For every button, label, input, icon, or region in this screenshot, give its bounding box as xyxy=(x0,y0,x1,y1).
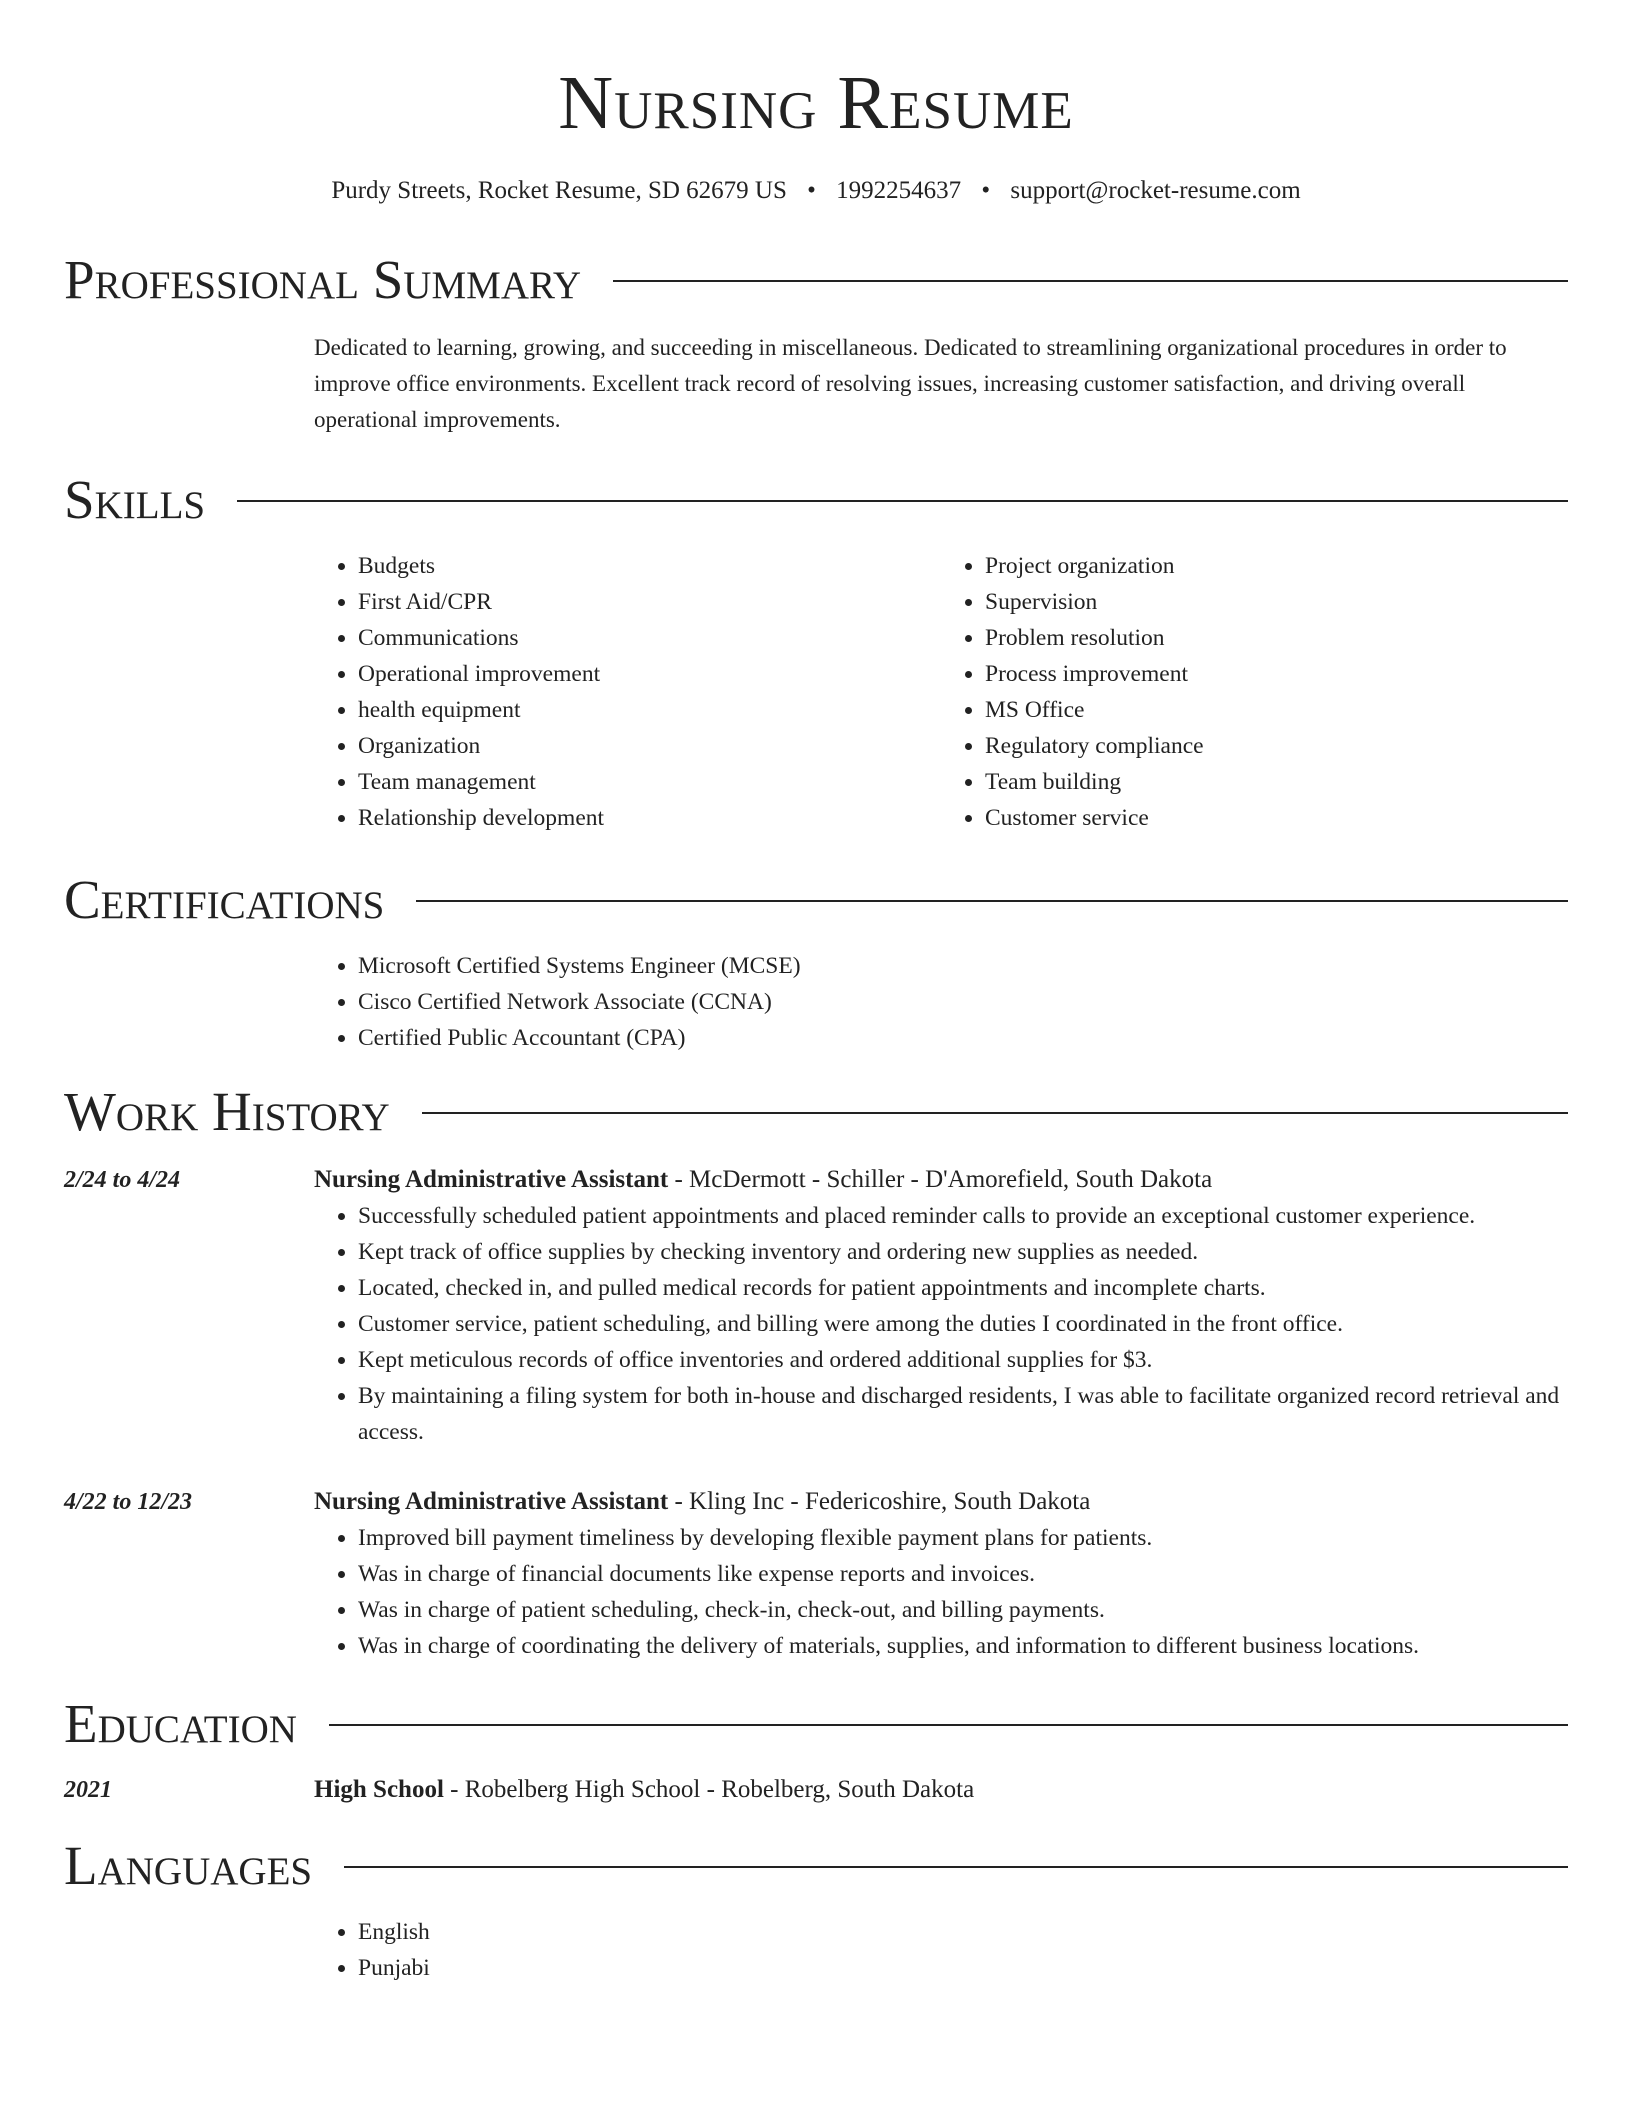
languages-content xyxy=(314,1914,1568,1986)
skill-item: • Process improvement xyxy=(985,656,1568,692)
page-title: Nursing Resume xyxy=(558,61,1074,145)
skill-item: • Supervision xyxy=(985,584,1568,620)
section-divider xyxy=(416,900,1568,902)
work-section xyxy=(64,1078,1568,1664)
job-dates: 2/24 to 4/24 xyxy=(64,1167,181,1193)
summary-content xyxy=(314,330,1568,438)
job-company: - McDermott - Schiller - D'Amorefield, South Dakota xyxy=(668,1166,1213,1193)
languages-list xyxy=(314,1914,1568,1986)
languages-section xyxy=(64,1832,1568,1986)
job-bullet-list xyxy=(314,1198,1568,1450)
section-divider xyxy=(422,1112,1568,1114)
education-header xyxy=(64,1690,1568,1758)
summary-title: Professional Summary xyxy=(64,249,582,310)
skill-item: • Operational improvement xyxy=(358,656,941,692)
skill-item: • Communications xyxy=(358,620,941,656)
job-bullet: • Was in charge of patient scheduling, check-in, check-out, and billing payments. xyxy=(358,1592,1568,1628)
job-role: Nursing Administrative Assistant xyxy=(314,1166,669,1193)
skill-item: • MS Office xyxy=(985,692,1568,728)
skill-item: • Regulatory compliance xyxy=(985,728,1568,764)
section-divider xyxy=(237,500,1568,502)
skill-item: • Customer service xyxy=(985,800,1568,836)
job-bullet: • Located, checked in, and pulled medical records for patient appointments and incomplete charts. xyxy=(358,1270,1568,1306)
summary-text: Dedicated to learning, growing, and succeeding in miscellaneous. Dedicated to streamlining organizational procedures in order to improve office environments. Excellent track record of resolving issues, increasing customer satisfaction, and driving overall operational improvements. xyxy=(314,335,1507,432)
work-title: Work History xyxy=(64,1081,390,1142)
contact-separator: • xyxy=(807,177,816,204)
contact-email: support@rocket-resume.com xyxy=(1010,177,1301,204)
education-section xyxy=(64,1690,1568,1808)
skills-header xyxy=(64,466,1568,534)
skills-title: Skills xyxy=(64,469,206,530)
skill-item: • Team building xyxy=(985,764,1568,800)
job-entry xyxy=(64,1484,1568,1664)
job-role: Nursing Administrative Assistant xyxy=(314,1488,669,1515)
contact-address: Purdy Streets, Rocket Resume, SD 62679 US xyxy=(331,177,787,204)
skill-item: • Relationship development xyxy=(358,800,941,836)
job-company: - Kling Inc - Federicoshire, South Dakota xyxy=(668,1488,1091,1515)
section-divider xyxy=(329,1724,1568,1726)
skill-item: • health equipment xyxy=(358,692,941,728)
languages-header xyxy=(64,1832,1568,1900)
education-year: 2021 xyxy=(64,1777,112,1803)
job-bullet: • Customer service, patient scheduling, and billing were among the duties I coordinated in the front office. xyxy=(358,1306,1568,1342)
skill-item: • Project organization xyxy=(985,548,1568,584)
contact-separator: • xyxy=(981,177,991,204)
job-bullet: • Improved bill payment timeliness by developing flexible payment plans for patients. xyxy=(358,1520,1568,1556)
contact-phone: 1992254637 xyxy=(836,177,962,204)
certification-item: • Microsoft Certified Systems Engineer (MCSE) xyxy=(358,948,1568,984)
job-bullet: • Successfully scheduled patient appointments and placed reminder calls to provide an exceptional customer experience. xyxy=(358,1198,1568,1234)
language-item: • Punjabi xyxy=(358,1950,1568,1986)
job-bullet-list xyxy=(314,1520,1568,1664)
education-heading xyxy=(314,1772,1568,1808)
job-dates: 4/22 to 12/23 xyxy=(64,1489,193,1515)
skill-item: • Organization xyxy=(358,728,941,764)
skills-list-left xyxy=(314,548,941,836)
summary-section xyxy=(64,246,1568,438)
job-bullet: • Kept meticulous records of office inventories and ordered additional supplies for $3. xyxy=(358,1342,1568,1378)
certifications-header xyxy=(64,866,1568,934)
job-bullet: • Kept track of office supplies by checking inventory and ordering new supplies as needed. xyxy=(358,1234,1568,1270)
skills-list-right xyxy=(941,548,1568,836)
skill-item: • Team management xyxy=(358,764,941,800)
summary-header xyxy=(64,246,1568,314)
certifications-list xyxy=(314,948,1568,1056)
job-body xyxy=(314,1484,1568,1664)
certifications-title: Certifications xyxy=(64,869,385,930)
work-header xyxy=(64,1078,1568,1146)
section-divider xyxy=(344,1866,1568,1868)
skill-item: • First Aid/CPR xyxy=(358,584,941,620)
contact-line xyxy=(64,174,1568,208)
section-divider xyxy=(613,280,1568,282)
job-bullet: • Was in charge of coordinating the delivery of materials, supplies, and information to different business locations. xyxy=(358,1628,1568,1664)
certifications-content xyxy=(314,948,1568,1056)
job-heading xyxy=(314,1484,1568,1520)
language-item: • English xyxy=(358,1914,1568,1950)
skills-content xyxy=(314,548,1568,836)
education-body xyxy=(314,1772,1568,1808)
job-body xyxy=(314,1162,1568,1450)
job-heading xyxy=(314,1162,1568,1198)
education-school: - Robelberg High School - Robelberg, South Dakota xyxy=(443,1776,975,1803)
certifications-section xyxy=(64,866,1568,1056)
languages-title: Languages xyxy=(64,1835,313,1896)
education-entry xyxy=(64,1772,1568,1808)
education-title: Education xyxy=(64,1693,297,1754)
education-degree: High School xyxy=(314,1776,444,1803)
job-bullet: • By maintaining a filing system for both in-house and discharged residents, I was able to facilitate organized record retrieval and access. xyxy=(358,1378,1568,1450)
job-bullet: • Was in charge of financial documents like expense reports and invoices. xyxy=(358,1556,1568,1592)
skills-section xyxy=(64,466,1568,836)
job-entry xyxy=(64,1162,1568,1450)
certification-item: • Certified Public Accountant (CPA) xyxy=(358,1020,1568,1056)
skill-item: • Problem resolution xyxy=(985,620,1568,656)
skill-item: • Budgets xyxy=(358,548,941,584)
certification-item: • Cisco Certified Network Associate (CCNA) xyxy=(358,984,1568,1020)
